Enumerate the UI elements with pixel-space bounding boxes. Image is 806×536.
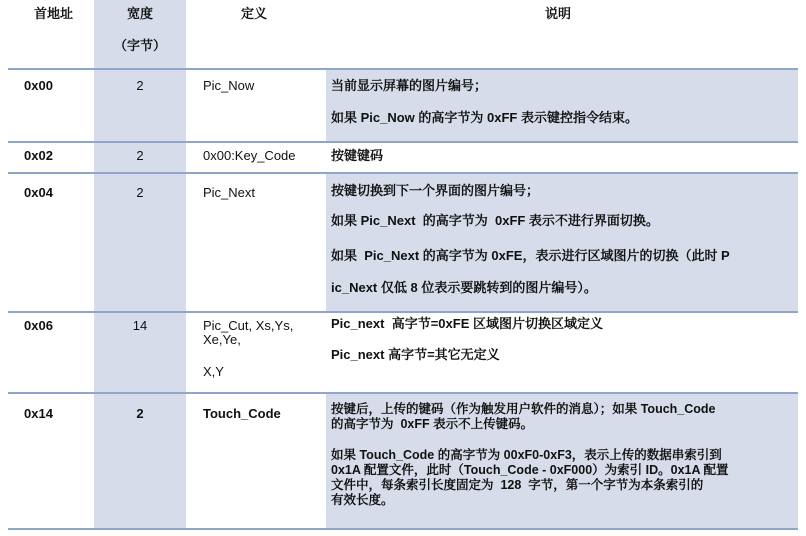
row-description-line: 按键键码 bbox=[331, 148, 384, 163]
row-rule bbox=[8, 172, 798, 174]
row-address: 0x04 bbox=[24, 185, 53, 200]
row-width: 2 bbox=[136, 185, 144, 200]
header-rule bbox=[8, 68, 798, 70]
header-definition: 定义 bbox=[241, 6, 268, 21]
header-address: 首地址 bbox=[34, 6, 74, 21]
row-definition: 0x00:Key_Code bbox=[203, 148, 296, 163]
row-address: 0x00 bbox=[24, 78, 53, 93]
row-description-line: 如果 Pic_Next 的高字节为 0xFE，表示进行区域图片的切换（此时 P bbox=[331, 248, 730, 263]
row-description-line: Pic_next 高字节=其它无定义 bbox=[331, 347, 500, 362]
row-rule bbox=[8, 528, 798, 530]
row-definition-line: Xe,Ye, bbox=[203, 332, 241, 347]
row-description-line: 如果 Touch_Code 的高字节为 00xF0-0xF3，表示上传的数据串索引到 bbox=[331, 448, 722, 462]
row-width: 14 bbox=[132, 318, 148, 333]
header-width: 宽度 bbox=[126, 6, 153, 21]
row-definition: Pic_Next bbox=[203, 185, 256, 200]
row-description-line: 如果 Pic_Next 的高字节为 0xFF 表示不进行界面切换。 bbox=[331, 213, 659, 228]
header-description: 说明 bbox=[545, 6, 572, 21]
header-width-unit: （字节） bbox=[113, 38, 166, 53]
row-description-line: 按键后，上传的键码（作为触发用户软件的消息）；如果 Touch_Code bbox=[331, 402, 716, 416]
row-rule bbox=[8, 141, 798, 143]
row-description-line: 的高字节为 0xFF 表示不上传键码。 bbox=[331, 417, 534, 431]
row-description-line: 0x1A 配置文件，此时（Touch_Code - 0xF000）为索引 ID。0x1A 配置 bbox=[331, 463, 729, 477]
row-width: 2 bbox=[136, 406, 144, 421]
row-description-line: 有效长度。 bbox=[331, 493, 394, 507]
row-description-line: 按键切换到下一个界面的图片编号； bbox=[331, 183, 540, 198]
row-description-line: 如果 Pic_Now 的高字节为 0xFF 表示键控指令结束。 bbox=[331, 110, 638, 125]
row-description-line: 当前显示屏幕的图片编号； bbox=[331, 78, 488, 93]
row-address: 0x14 bbox=[24, 406, 53, 421]
row-definition: Pic_Now bbox=[203, 78, 255, 93]
row-rule bbox=[8, 392, 798, 394]
row-rule bbox=[8, 311, 798, 313]
row-width: 2 bbox=[136, 148, 144, 163]
row-definition: Touch_Code bbox=[203, 406, 281, 421]
row-address: 0x02 bbox=[24, 148, 53, 163]
row-description-line: 文件中，每条索引长度固定为 128 字节，第一个字节为本条索引的 bbox=[331, 478, 704, 492]
row-description-line: Pic_next 高字节=0xFE 区域图片切换区域定义 bbox=[331, 316, 603, 331]
row-definition-line: X,Y bbox=[203, 364, 224, 379]
row-description-line: ic_Next 仅低 8 位表示要跳转到的图片编号）。 bbox=[331, 280, 597, 295]
row-address: 0x06 bbox=[24, 318, 53, 333]
row-definition-line: Pic_Cut, Xs,Ys, bbox=[203, 318, 294, 333]
row-width: 2 bbox=[136, 78, 144, 93]
